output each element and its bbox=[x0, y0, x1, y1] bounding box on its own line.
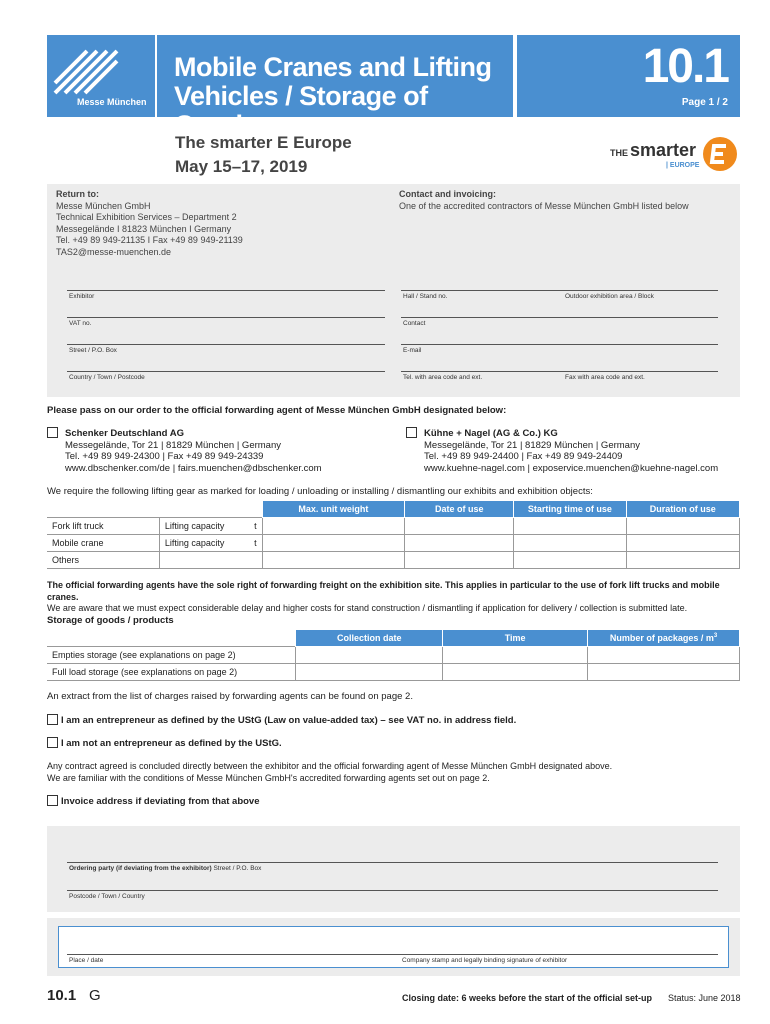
notice-normal: We are aware that we must expect considerable delay and higher costs for stand construction / dismantling if application for delivery / collection is submitted late. bbox=[47, 603, 688, 613]
form-number-block bbox=[517, 35, 740, 117]
superscript: 3 bbox=[713, 633, 718, 639]
field-line bbox=[67, 371, 385, 372]
notice-bold: The official forwarding agents have the sole right of forwarding freight on the exhibition site. This applies in particular to the use of fork lift trucks and mobile cranes. bbox=[47, 580, 720, 602]
collection-cell[interactable] bbox=[296, 664, 443, 681]
packages-label: Number of packages / m bbox=[609, 633, 714, 643]
return-line: Tel. +49 89 949-21135 I Fax +49 89 949-21139 bbox=[56, 235, 243, 245]
title-line-2: Vehicles / Storage of Goods bbox=[174, 81, 428, 140]
entrepreneur-yes-label: I am an entrepreneur as defined by the UStG (Law on value-added tax) – see VAT no. in address field. bbox=[61, 715, 517, 726]
unit: t bbox=[254, 538, 257, 548]
field-line bbox=[401, 290, 718, 291]
field-line bbox=[67, 290, 385, 291]
logo-smarter: smarter bbox=[630, 140, 697, 160]
table-row bbox=[47, 647, 740, 664]
email-field[interactable]: E-mail bbox=[403, 347, 422, 354]
outdoor-area-field[interactable]: Outdoor exhibition area / Block bbox=[565, 293, 654, 300]
date-cell[interactable] bbox=[405, 535, 514, 552]
event-name: The smarter E Europe bbox=[175, 133, 352, 152]
form-number: 10.1 bbox=[642, 40, 728, 93]
col-header bbox=[588, 630, 740, 647]
country-field[interactable]: Country / Town / Postcode bbox=[69, 374, 145, 381]
duration-cell[interactable] bbox=[626, 518, 739, 535]
logo-the: THE bbox=[610, 148, 628, 158]
capacity-cell[interactable] bbox=[159, 518, 262, 535]
lifting-gear-table bbox=[47, 500, 740, 569]
date-cell[interactable] bbox=[405, 552, 514, 569]
form-title bbox=[157, 35, 513, 140]
storage-heading: Storage of goods / products bbox=[47, 615, 174, 626]
stamp-signature-field[interactable]: Company stamp and legally binding signature of exhibitor bbox=[402, 957, 568, 964]
agents-heading: Please pass on our order to the official forwarding agent of Messe München GmbH designated below: bbox=[47, 405, 507, 416]
ordering-bold: Ordering party (if deviating from the exhibitor) bbox=[69, 865, 212, 872]
start-cell[interactable] bbox=[514, 518, 626, 535]
agent-web: www.kuehne-nagel.com | exposervice.muenchen@kuehne-nagel.com bbox=[424, 462, 719, 474]
field-line bbox=[401, 344, 718, 345]
row-label: Full load storage (see explanations on page 2) bbox=[47, 664, 296, 681]
table-row bbox=[47, 664, 740, 681]
field-line bbox=[401, 317, 718, 318]
field-line bbox=[67, 954, 718, 955]
table-row bbox=[47, 518, 740, 535]
contract-text bbox=[47, 761, 747, 784]
invoice-address-label: Invoice address if deviating from that above bbox=[61, 796, 260, 807]
col-header: Collection date bbox=[296, 630, 443, 647]
footer-form-number: 10.1 bbox=[47, 987, 77, 1004]
unit: t bbox=[254, 521, 257, 531]
col-header: Time bbox=[443, 630, 588, 647]
agent-tel: Tel. +49 89 949-24400 | Fax +49 89 949-24409 bbox=[424, 451, 623, 462]
return-line: Messegelände I 81823 München I Germany bbox=[56, 223, 232, 234]
agent-name: Kühne + Nagel (AG & Co.) KG bbox=[424, 428, 558, 439]
capacity-cell[interactable] bbox=[159, 552, 262, 569]
signature-area[interactable] bbox=[58, 926, 729, 968]
contact-field[interactable]: Contact bbox=[403, 320, 426, 327]
capacity-label: Lifting capacity bbox=[164, 521, 225, 531]
time-cell[interactable] bbox=[443, 664, 588, 681]
footer-letter: G bbox=[89, 987, 101, 1004]
field-line bbox=[67, 317, 385, 318]
tel-field[interactable]: Tel. with area code and ext. bbox=[403, 374, 483, 381]
field-line bbox=[401, 371, 718, 372]
exhibitor-field[interactable]: Exhibitor bbox=[69, 293, 95, 300]
entrepreneur-no-label: I am not an entrepreneur as defined by the UStG. bbox=[61, 738, 282, 749]
lifting-intro: We require the following lifting gear as marked for loading / unloading or installing / dismantling our exhibits and exhibition objects: bbox=[47, 486, 593, 497]
fax-field[interactable]: Fax with area code and ext. bbox=[565, 374, 645, 381]
postcode-field[interactable]: Postcode / Town / Country bbox=[69, 893, 145, 900]
contract-line: Any contract agreed is concluded directly between the exhibitor and the official forwarding agent of Messe München GmbH designated above. bbox=[47, 761, 613, 771]
street-field[interactable]: Street / P.O. Box bbox=[69, 347, 117, 354]
col-header: Duration of use bbox=[626, 501, 739, 518]
weight-cell[interactable] bbox=[262, 552, 405, 569]
hall-stand-field[interactable]: Hall / Stand no. bbox=[403, 293, 448, 300]
agent-address: Messegelände, Tor 21 | 81829 München | Germany bbox=[65, 439, 281, 451]
duration-cell[interactable] bbox=[626, 552, 739, 569]
col-header: Starting time of use bbox=[514, 501, 626, 518]
notice bbox=[47, 580, 747, 615]
agent-address: Messegelände, Tor 21 | 81829 München | Germany bbox=[424, 439, 640, 451]
messe-logo bbox=[47, 35, 155, 117]
start-cell[interactable] bbox=[514, 535, 626, 552]
entrepreneur-no-checkbox[interactable] bbox=[47, 737, 58, 748]
weight-cell[interactable] bbox=[262, 518, 405, 535]
closing-date: Closing date: 6 weeks before the start of the official set-up bbox=[402, 993, 653, 1003]
contact-label: Contact and invoicing: bbox=[399, 189, 497, 199]
date-cell[interactable] bbox=[405, 518, 514, 535]
event-dates: May 15–17, 2019 bbox=[175, 157, 308, 176]
return-line: Technical Exhibition Services – Department 2 bbox=[56, 212, 237, 222]
ordering-rest: Street / P.O. Box bbox=[211, 865, 262, 872]
title-line-1: Mobile Cranes and Lifting bbox=[174, 52, 492, 82]
entrepreneur-yes-checkbox[interactable] bbox=[47, 714, 58, 725]
duration-cell[interactable] bbox=[626, 535, 739, 552]
col-header: Max. unit weight bbox=[262, 501, 405, 518]
storage-table bbox=[47, 629, 740, 681]
row-label: Mobile crane bbox=[47, 535, 159, 552]
kuehne-nagel-checkbox[interactable] bbox=[406, 427, 417, 438]
extract-note: An extract from the list of charges raised by forwarding agents can be found on page 2. bbox=[47, 691, 413, 702]
agent-name: Schenker Deutschland AG bbox=[65, 428, 184, 439]
agent-kuehne-nagel bbox=[424, 428, 740, 474]
contact-text: One of the accredited contractors of Messe München GmbH listed below bbox=[399, 200, 689, 211]
page-indicator: Page 1 / 2 bbox=[681, 97, 728, 108]
packages-cell[interactable] bbox=[588, 647, 740, 664]
e-logo-icon bbox=[702, 136, 738, 172]
field-line bbox=[67, 890, 718, 891]
row-label: Fork lift truck bbox=[47, 518, 159, 535]
col-header: Date of use bbox=[405, 501, 514, 518]
logo-europe: | EUROPE bbox=[666, 162, 700, 169]
capacity-label: Lifting capacity bbox=[164, 538, 225, 548]
return-line: Messe München GmbH bbox=[56, 200, 151, 211]
collection-cell[interactable] bbox=[296, 647, 443, 664]
return-to bbox=[56, 189, 386, 258]
return-to-label: Return to: bbox=[56, 189, 99, 199]
row-label: Empties storage (see explanations on page 2) bbox=[47, 647, 296, 664]
field-line bbox=[67, 862, 718, 863]
contact-invoicing bbox=[399, 189, 734, 212]
vat-field[interactable]: VAT no. bbox=[69, 320, 92, 327]
time-cell[interactable] bbox=[443, 647, 588, 664]
table-row bbox=[47, 535, 740, 552]
place-date-field[interactable]: Place / date bbox=[69, 957, 104, 964]
logo-text: Messe München bbox=[77, 97, 147, 107]
contract-line: We are familiar with the conditions of Messe München GmbH's accredited forwarding agents set out on page 2. bbox=[47, 772, 490, 783]
field-line bbox=[67, 344, 385, 345]
schenker-checkbox[interactable] bbox=[47, 427, 58, 438]
row-label: Others bbox=[47, 552, 159, 569]
weight-cell[interactable] bbox=[262, 535, 405, 552]
invoice-address-checkbox[interactable] bbox=[47, 795, 58, 806]
start-cell[interactable] bbox=[514, 552, 626, 569]
return-line: TAS2@messe-muenchen.de bbox=[56, 246, 172, 257]
status-date: Status: June 2018 bbox=[668, 993, 741, 1003]
capacity-cell[interactable] bbox=[159, 535, 262, 552]
smarter-e-logo bbox=[606, 136, 740, 176]
agent-tel: Tel. +49 89 949-24300 | Fax +49 89 949-24339 bbox=[65, 451, 264, 462]
table-row bbox=[47, 552, 740, 569]
agent-web: www.dbschenker.com/de | fairs.muenchen@dbschenker.com bbox=[65, 462, 322, 474]
packages-cell[interactable] bbox=[588, 664, 740, 681]
ordering-party-field[interactable] bbox=[69, 865, 261, 872]
agent-schenker bbox=[65, 428, 395, 474]
